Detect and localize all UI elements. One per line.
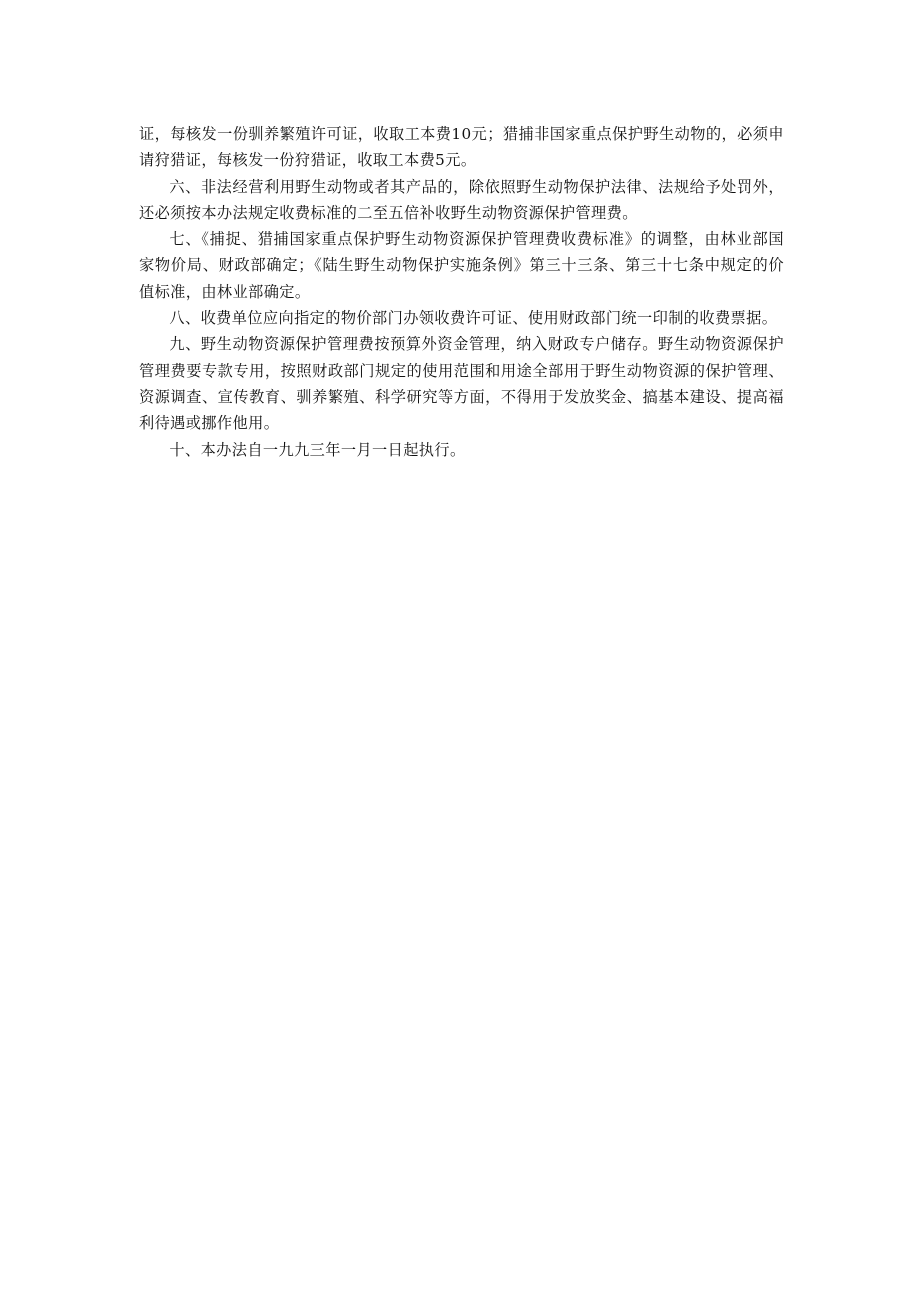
paragraph-continuation: 证，每核发一份驯养繁殖许可证，收取工本费10元；猎捕非国家重点保护野生动物的，必须申请狩猎证，每核发一份狩猎证，收取工本费5元。 xyxy=(139,125,784,170)
paragraph-article-10: 十、本办法自一九九三年一月一日起执行。 xyxy=(169,440,466,459)
paragraph-article-9: 九、野生动物资源保护管理费按预算外资金管理，纳入财政专户储存。野生动物资源保护管理费要专款专用，按照财政部门规定的使用范围和用途全部用于野生动物资源的保护管理、资源调查、宣传教育、驯养繁殖、科学研究等方面，不得用于发放奖金、搞基本建设、提高福利待遇或挪作他用。 xyxy=(139,335,784,433)
paragraph-article-6: 六、非法经营利用野生动物或者其产品的，除依照野生动物保护法律、法规给予处罚外，还必须按本办法规定收费标准的二至五倍补收野生动物资源保护管理费。 xyxy=(139,177,784,222)
paragraph-article-8: 八、收费单位应向指定的物价部门办领收费许可证、使用财政部门统一印制的收费票据。 xyxy=(169,309,778,328)
paragraph-article-7: 七、《捕捉、猎捕国家重点保护野生动物资源保护管理费收费标准》的调整，由林业部国家物价局、财政部确定；《陆生野生动物保护实施条例》第三十三条、第三十七条中规定的价值标准，由林业部确定。 xyxy=(139,230,784,301)
document-body xyxy=(139,121,784,463)
